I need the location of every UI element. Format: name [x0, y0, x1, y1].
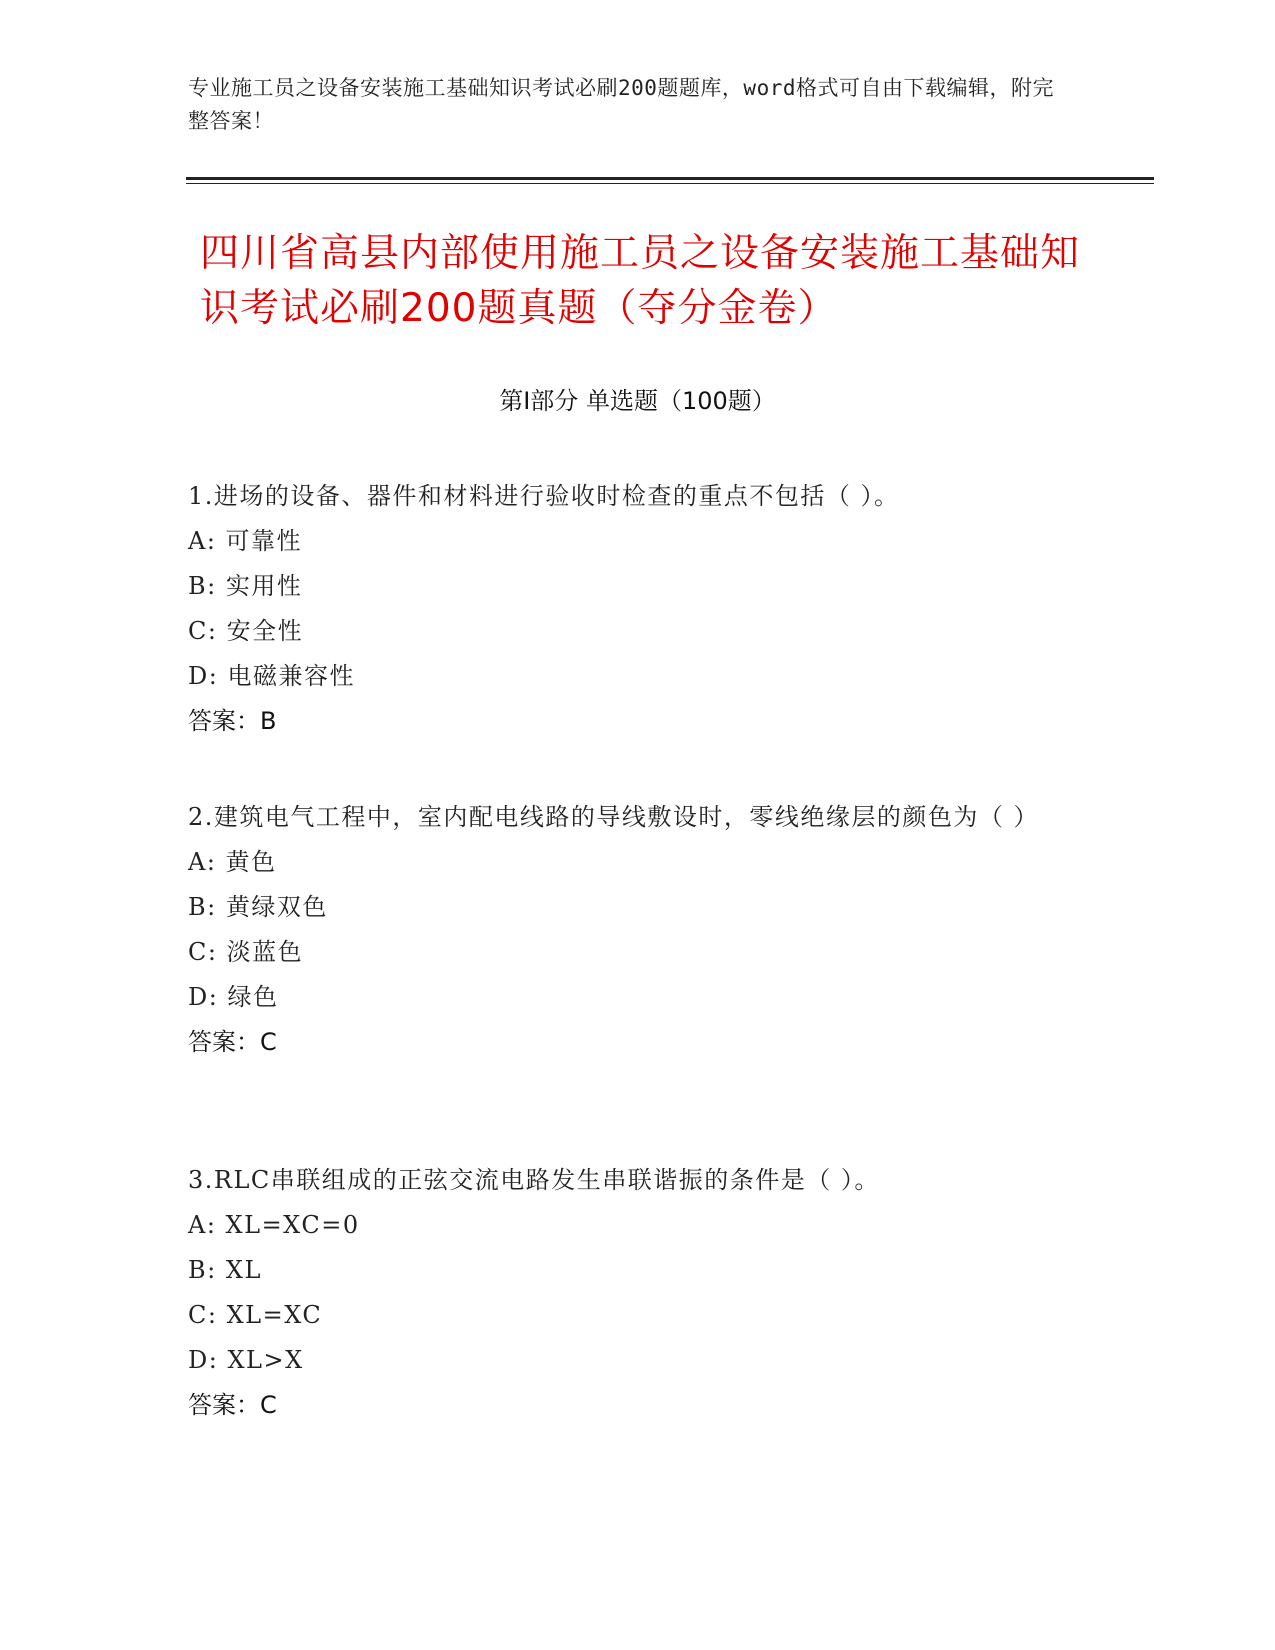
option-a: A: XL=XC=0: [188, 1211, 360, 1239]
answer: 答案：C: [188, 1028, 277, 1056]
answer: 答案：B: [188, 707, 277, 735]
header-note: 专业施工员之设备安装施工基础知识考试必刷200题题库，word格式可自由下载编辑，附完整答案！: [188, 76, 1054, 133]
question-1: [188, 474, 1088, 744]
question-stem: 1.进场的设备、器件和材料进行验收时检查的重点不包括（ ）。: [188, 482, 900, 510]
question-stem: 2.建筑电气工程中，室内配电线路的导线敷设时，零线绝缘层的颜色为（ ）: [188, 803, 1040, 831]
option-a: A: 黄色: [188, 848, 277, 876]
header-divider-thin: [186, 183, 1154, 184]
option-b: B: XL: [188, 1256, 262, 1284]
option-d: D: 电磁兼容性: [188, 662, 355, 690]
document-title: 四川省高县内部使用施工员之设备安装施工基础知识考试必刷200题真题（夺分金卷）: [200, 231, 1081, 331]
question-stem: 3.RLC串联组成的正弦交流电路发生串联谐振的条件是（ ）。: [188, 1166, 880, 1194]
question-3: [188, 1158, 1088, 1428]
option-b: B: 实用性: [188, 572, 303, 600]
question-2: [188, 795, 1088, 1065]
header-divider-thick: [186, 177, 1154, 180]
option-c: C: XL=XC: [188, 1301, 323, 1329]
option-d: D: 绿色: [188, 983, 279, 1011]
option-b: B: 黄绿双色: [188, 893, 328, 921]
option-a: A: 可靠性: [188, 527, 303, 555]
option-c: C: 安全性: [188, 617, 304, 645]
option-d: D: XL>X: [188, 1346, 304, 1374]
option-c: C: 淡蓝色: [188, 938, 304, 966]
answer: 答案：C: [188, 1391, 277, 1419]
section-heading: 第Ⅰ部分 单选题（100题）: [499, 387, 776, 415]
